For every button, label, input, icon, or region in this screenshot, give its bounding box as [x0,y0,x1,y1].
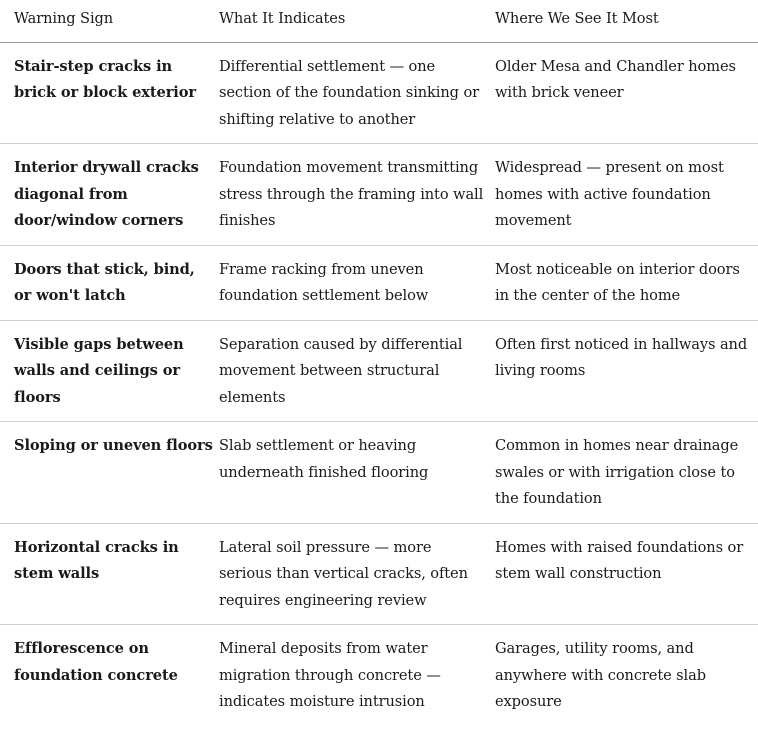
table-row [0,524,758,626]
table-row [0,321,758,423]
indicates-cell: Differential settlement — one section of the foundation sinking or shifting relative to another [219,57,480,128]
table-row [0,422,758,524]
where-cell: Older Mesa and Chandler homes with brick veneer [495,57,736,101]
column-header-where-we-see-it: Where We See It Most [495,10,659,27]
indicates-cell: Foundation movement transmitting stress through the framing into wall finishes [219,159,484,229]
warning-sign-cell: Stair-step cracks in brick or block exterior [14,57,196,101]
warning-sign-cell: Horizontal cracks in stem walls [14,538,179,582]
column-header-what-it-indicates: What It Indicates [219,10,346,27]
table-header-row [0,0,758,43]
warning-sign-cell: Sloping or uneven floors [14,437,213,454]
where-cell: Most noticeable on interior doors in the center of the home [495,260,740,304]
warning-sign-cell: Visible gaps between walls and ceilings or floors [14,335,184,406]
indicates-cell: Frame racking from uneven foundation settlement below [219,260,429,304]
warning-sign-cell: Doors that stick, bind, or won't latch [14,260,195,304]
indicates-cell: Mineral deposits from water migration through concrete — indicates moisture intrusion [219,640,441,710]
warning-sign-cell: Interior drywall cracks diagonal from door/window corners [14,159,199,229]
where-cell: Often first noticed in hallways and living rooms [495,335,748,379]
table-row [0,246,758,321]
where-cell: Common in homes near drainage swales or with irrigation close to the foundation [495,437,739,507]
where-cell: Garages, utility rooms, and anywhere with concrete slab exposure [495,640,706,710]
where-cell: Homes with raised foundations or stem wall construction [495,538,744,582]
where-cell: Widespread — present on most homes with active foundation movement [495,159,724,229]
table-row [0,625,758,726]
indicates-cell: Separation caused by differential movement between structural elements [219,335,463,406]
warning-sign-cell: Efflorescence on foundation concrete [14,640,178,684]
table-row [0,43,758,145]
indicates-cell: Lateral soil pressure — more serious than vertical cracks, often requires engineering review [219,538,468,609]
indicates-cell: Slab settlement or heaving underneath finished flooring [219,437,429,481]
table-row [0,144,758,246]
column-header-warning-sign: Warning Sign [14,10,114,27]
